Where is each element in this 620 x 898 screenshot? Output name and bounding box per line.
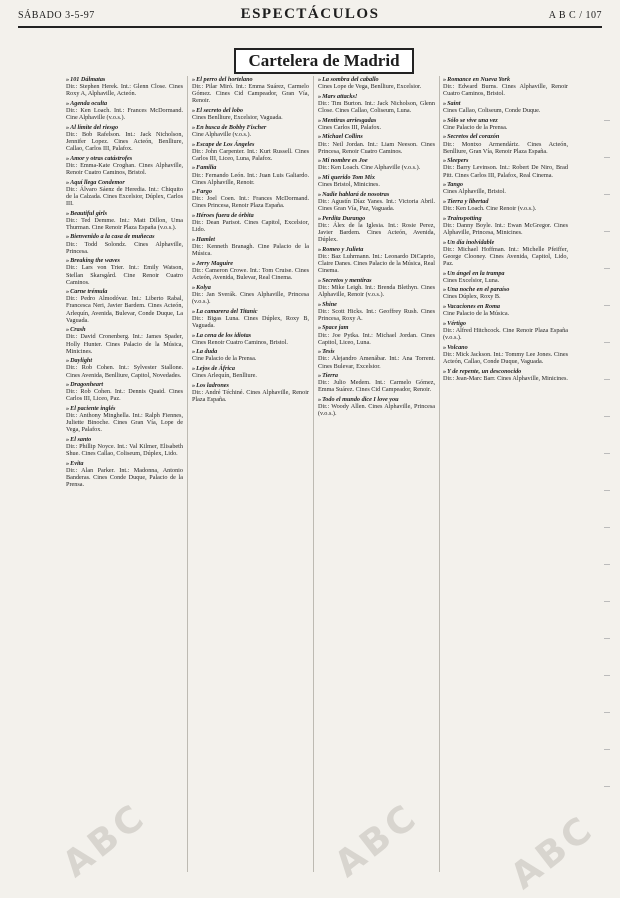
film-details: Dir.: Bob Rafelson. Int.: Jack Nicholson, Jennifer Lopez. Cines Acteón, Benlliure, Callao, Carlos III, Palafox. (66, 130, 183, 153)
film-details: Cines Benlliure, Excelsior, Vaguada. (192, 114, 283, 122)
film-title: » La camarera del Titanic (192, 308, 309, 315)
film-details: Dir.: Jan Sverák. Cines Alphaville, Princesa (v.o.s.). (192, 290, 309, 305)
film-listing (192, 212, 309, 233)
film-listing (318, 117, 435, 131)
listings-banner: Cartelera de Madrid (234, 48, 414, 74)
film-details: Dir.: Agustín Díaz Yanes. Int.: Victoria Abril. Cines Gran Vía, Paz, Vaguada. (318, 197, 435, 213)
film-listing (443, 198, 568, 212)
film-details: Dir.: Barry Levinson. Int.: Robert De Niro, Brad Pitt. Cines Carlos III, Palafox, Real Cinema. (443, 164, 568, 179)
film-details: Cines Excelsior, Luna. (443, 276, 500, 284)
film-title: » El perro del hortelano (192, 76, 309, 83)
film-details: Dir.: Stephen Herek. Int.: Glenn Close. Cines Roxy A, Alphaville, Acteón. (66, 83, 183, 98)
film-details: Cines Arlequín, Benlliure. (192, 372, 257, 380)
film-listing (66, 436, 183, 457)
film-title: » Hamlet (192, 236, 309, 243)
film-listing (443, 320, 568, 341)
film-title: » Los ladrones (192, 382, 309, 389)
film-details: Dir.: David Cronenberg. Int.: James Spader, Holly Hunter. Cines Palacio de la Música, Minicines. (66, 333, 183, 355)
abc-watermark: ABC (55, 795, 155, 886)
film-listing (443, 157, 568, 178)
film-listing (443, 344, 568, 365)
film-details: Cines Callao, Coliseum, Conde Duque. (443, 106, 541, 114)
film-details: Cine Alphaville (v.o.s.). (192, 130, 252, 138)
film-title: » Vacaciones en Roma (443, 303, 568, 310)
film-listing (318, 215, 435, 243)
film-listing (443, 181, 568, 195)
film-details: Dir.: Bigas Luna. Cines Dúplex, Roxy B, Vaguada. (192, 314, 309, 329)
film-listing (192, 382, 309, 403)
film-details: Dir.: John Carpenter. Int.: Kurt Russell. Cines Carlos III, Liceo, Luna, Palafox. (192, 147, 309, 162)
film-details: Dir.: Lars von Trier. Int.: Emily Watson, Stellan Skarsgård. Cine Renoir Cuatro Caminos. (66, 264, 183, 286)
film-title: » Evita (66, 460, 183, 467)
film-listing (192, 365, 309, 379)
film-listing (318, 157, 435, 171)
film-listing (192, 76, 309, 104)
film-details: Dir.: Alan Parker. Int.: Madonna, Antonio Banderas. Cines Conde Duque, Palacio de la Prensa. (66, 467, 183, 489)
film-listing (192, 332, 309, 346)
film-listing (66, 233, 183, 254)
abc-watermark: ABC (327, 795, 427, 886)
film-details: Dir.: Fernando León. Int.: Juan Luis Galiardo. Cines Alphaville, Renoir. (192, 171, 309, 186)
film-title: » Nadie hablará de nosotras (318, 191, 435, 198)
film-details: Dir.: Pilar Miró. Int.: Emma Suárez, Carmelo Gómez. Cines Cid Campeador, Gran Vía, Renoir. (192, 83, 309, 105)
page-number: A B C / 107 (548, 10, 602, 21)
film-listing (66, 124, 183, 152)
film-title: » Shine (318, 301, 435, 308)
film-title: » Daylight (66, 357, 183, 364)
film-title: » Dragonheart (66, 381, 183, 388)
film-listing (66, 179, 183, 207)
film-title: » Romeo y Julieta (318, 246, 435, 253)
film-title: » 101 Dálmatas (66, 76, 183, 83)
film-listing (443, 270, 568, 284)
column-divider (313, 76, 314, 872)
film-listing (318, 348, 435, 369)
film-details: Dir.: Julio Medem. Int.: Carmelo Gómez, Emma Suárez. Cines Cid Campeador, Renoir. (318, 379, 435, 394)
film-details: Cines Alphaville, Bristol. (443, 188, 506, 196)
scan-edge-marks (604, 120, 614, 820)
film-listing (192, 284, 309, 305)
listings-column-1 (66, 76, 183, 876)
film-listing (66, 381, 183, 402)
film-title: » Michael Collins (318, 133, 435, 140)
film-listing (66, 257, 183, 285)
film-details: Dir.: Ken Loach. Cine Renoir (v.o.s.). (443, 205, 537, 213)
film-title: » Un ángel en la trampa (443, 270, 568, 277)
film-listing (66, 460, 183, 488)
film-title: » Amor y otras catástrofes (66, 155, 183, 162)
film-title: » Crash (66, 326, 183, 333)
film-details: Dir.: Rob Cohen. Int.: Sylvester Stallone. Cines Avenida, Benlliure, Capitol, Novedades. (66, 364, 183, 379)
film-details: Dir.: Todd Solondz. Cines Alphaville, Princesa. (66, 240, 183, 255)
column-divider (439, 76, 440, 872)
film-title: » Aquí llega Condemor (66, 179, 183, 186)
film-title: » Secretos del corazón (443, 133, 568, 140)
film-details: Cines Carlos III, Palafox. (318, 123, 382, 131)
film-listing (443, 368, 568, 382)
film-listing (66, 405, 183, 433)
film-details: Cines Bristol, Minicines. (318, 181, 380, 189)
film-title: » Héroes fuera de órbita (192, 212, 309, 219)
film-title: » Carne trémula (66, 288, 183, 295)
film-title: » Familia (192, 164, 309, 171)
film-details: Dir.: Phillip Noyce. Int.: Val Kilmer, Elisabeth Shue. Cines Callao, Coliseum, Dúplex, Lido. (66, 443, 183, 458)
film-listing (318, 191, 435, 212)
film-listing (318, 76, 435, 90)
film-title: » Kolya (192, 284, 309, 291)
film-details: Dir.: Joel Coen. Int.: Frances McDormand. Cines Princesa, Renoir Plaza España. (192, 195, 309, 210)
film-listing (318, 174, 435, 188)
film-title: » Una noche en el paraíso (443, 286, 568, 293)
film-details: Dir.: Neil Jordan. Int.: Liam Neeson. Cines Princesa, Renoir Cuatro Caminos. (318, 140, 435, 155)
film-details: Cines Dúplex, Roxy B. (443, 293, 501, 301)
film-listing (66, 100, 183, 121)
film-details: Dir.: Kenneth Branagh. Cine Palacio de la Música. (192, 243, 309, 258)
film-title: » Vértigo (443, 320, 568, 327)
film-title: » Agenda oculta (66, 100, 183, 107)
film-details: Dir.: Mick Jackson. Int.: Tommy Lee Jones. Cines Acteón, Callao, Conde Duque, Vaguada. (443, 350, 568, 365)
film-details: Dir.: Ken Loach. Cine Alphaville (v.o.s.). (318, 164, 421, 172)
film-details: Dir.: Alfred Hitchcock. Cine Renoir Plaza España (v.o.s.). (443, 327, 568, 342)
film-details: Dir.: Danny Boyle. Int.: Ewan McGregor. Cines Alphaville, Princesa, Minicines. (443, 221, 568, 236)
film-details: Dir.: Dean Parisot. Cines Capitol, Excelsior, Lido. (192, 219, 309, 234)
film-title: » Space jam (318, 324, 435, 331)
film-listing (66, 210, 183, 231)
section-title: ESPECTÁCULOS (240, 6, 380, 22)
film-listing (192, 260, 309, 281)
film-title: » Lejos de África (192, 365, 309, 372)
film-title: » Volcano (443, 344, 568, 351)
film-listing (66, 288, 183, 323)
film-title: » En busca de Bobby Fischer (192, 124, 309, 131)
film-details: Dir.: Pedro Almodóvar. Int.: Liberto Rabal, Francesca Neri, Javier Bardem. Cines Acteón, Arlequín, Avenida, Bulevar, Conde Duque, La Vaguada. (66, 295, 183, 324)
film-listing (192, 348, 309, 362)
film-listing (66, 357, 183, 378)
column-divider (187, 76, 188, 872)
film-title: » Al límite del riesgo (66, 124, 183, 131)
listings-column-3 (318, 76, 435, 876)
listings-column-4 (443, 76, 568, 876)
film-listing (318, 301, 435, 322)
film-listing (192, 308, 309, 329)
film-title: » Un día inolvidable (443, 239, 568, 246)
film-listing (318, 246, 435, 274)
page-header (18, 6, 602, 28)
film-title: » Saint (443, 100, 568, 107)
film-listing (192, 124, 309, 138)
film-title: » Bienvenido a la casa de muñecas (66, 233, 183, 240)
film-listing (443, 303, 568, 317)
film-details: Dir.: Woody Allen. Cines Alphaville, Princesa (v.o.s.). (318, 403, 435, 418)
film-details: Dir.: Álex de la Iglesia. Int.: Rosie Perez, Javier Bardem. Cines Acteón, Avenida, Dúplex. (318, 221, 435, 244)
film-details: Dir.: Edward Burns. Cines Alphaville, Renoir Cuatro Caminos, Bristol. (443, 83, 568, 98)
film-title: » La cena de los idiotas (192, 332, 309, 339)
film-title: » Mi querido Tom Mix (318, 174, 435, 181)
film-listing (66, 326, 183, 354)
film-title: » Breaking the waves (66, 257, 183, 264)
film-details: Cine Palacio de la Prensa. (443, 123, 508, 131)
film-title: » Y de repente, un desconocido (443, 368, 568, 375)
film-listing (443, 286, 568, 300)
film-title: » Sleepers (443, 157, 568, 164)
film-title: » Beautiful girls (66, 210, 183, 217)
film-title: » Tierra y libertad (443, 198, 568, 205)
abc-watermark: ABC (503, 807, 603, 898)
film-title: » Tierra (318, 372, 435, 379)
film-title: » La sombra del caballo (318, 76, 435, 83)
film-listing (443, 117, 568, 131)
film-title: » Sólo se vive una vez (443, 117, 568, 124)
film-listing (443, 215, 568, 236)
film-listing (192, 107, 309, 121)
film-listing (318, 324, 435, 345)
film-details: Dir.: Cameron Crowe. Int.: Tom Cruise. Cines Acteón, Avenida, Bulevar, Real Cinema. (192, 267, 309, 282)
film-details: Dir.: Jean-Marc Barr. Cines Alphaville, Minicines. (443, 374, 568, 382)
film-listing (443, 76, 568, 97)
film-listing (192, 236, 309, 257)
film-details: Dir.: Montxo Armendáriz. Cines Acteón, Benlliure, Gran Vía, Renoir Plaza España. (443, 140, 568, 155)
film-details: Cine Palacio de la Música. (443, 310, 510, 318)
film-title: » Mars attacks! (318, 93, 435, 100)
film-details: Dir.: Tim Burton. Int.: Jack Nicholson, Glenn Close. Cines Callao, Coliseum, Luna. (318, 99, 435, 114)
film-details: Dir.: André Téchiné. Cines Alphaville, Renoir Plaza España. (192, 388, 309, 404)
film-details: Dir.: Rob Cohen. Int.: Dennis Quaid. Cines Carlos III, Liceo, Paz. (66, 388, 183, 403)
listings-column-2 (192, 76, 309, 876)
film-details: Cine Palacio de la Prensa. (192, 355, 257, 363)
film-title: » Fargo (192, 188, 309, 195)
film-details: Dir.: Álvaro Sáenz de Heredia. Int.: Chiquito de la Calzada. Cines Excelsior, Dúplex, Carlos III. (66, 185, 183, 207)
film-title: » Perdita Durango (318, 215, 435, 222)
issue-date: SÁBADO 3-5-97 (18, 10, 95, 21)
film-title: » El paciente inglés (66, 405, 183, 412)
film-listing (318, 93, 435, 114)
film-listing (443, 133, 568, 154)
film-title: » El santo (66, 436, 183, 443)
film-details: Cines Renoir Cuatro Caminos, Bristol. (192, 338, 288, 346)
film-listing (192, 188, 309, 209)
film-title: » Todo el mundo dice I love you (318, 396, 435, 403)
film-title: » Secretos y mentiras (318, 277, 435, 284)
film-title: » La duda (192, 348, 309, 355)
film-listing (318, 133, 435, 154)
film-title: » Tesis (318, 348, 435, 355)
film-listing (318, 372, 435, 393)
film-title: » Mi nombre es Joe (318, 157, 435, 164)
film-title: » Tango (443, 181, 568, 188)
film-details: Dir.: Michael Hoffman. Int.: Michelle Pfeiffer, George Clooney. Cines Avenida, Capitol, Lido, Paz. (443, 245, 568, 267)
film-title: » Jerry Maguire (192, 260, 309, 267)
film-details: Dir.: Joe Pytka. Int.: Michael Jordan. Cines Capitol, Liceo, Luna. (318, 331, 435, 346)
film-listing (192, 141, 309, 162)
film-listing (66, 155, 183, 176)
film-details: Dir.: Alejandro Amenábar. Int.: Ana Torrent. Cines Bulevar, Excelsior. (318, 355, 435, 370)
film-listing (318, 277, 435, 298)
film-details: Dir.: Mike Leigh. Int.: Brenda Blethyn. Cines Alphaville, Renoir (v.o.s.). (318, 283, 435, 298)
film-title: » El secreto del lobo (192, 107, 309, 114)
film-details: Dir.: Ken Loach. Int.: Frances McDormand. Cine Alphaville (v.o.s.). (66, 106, 183, 122)
film-title: » Romance en Nueva York (443, 76, 568, 83)
film-listing (443, 239, 568, 267)
film-details: Dir.: Emma-Kate Croghan. Cines Alphaville, Renoir Cuatro Caminos, Bristol. (66, 161, 183, 176)
film-listing (318, 396, 435, 417)
film-title: » Escape de Los Ángeles (192, 141, 309, 148)
film-title: » Trainspotting (443, 215, 568, 222)
film-details: Dir.: Baz Luhrmann. Int.: Leonardo DiCaprio, Claire Danes. Cines Palacio de la Música, Real Cinema. (318, 252, 435, 274)
film-details: Dir.: Scott Hicks. Int.: Geoffrey Rush. Cines Princesa, Roxy A. (318, 307, 435, 322)
film-details: Cines Lope de Vega, Benlliure, Excelsior. (318, 83, 422, 91)
film-title: » Mentiras arriesgadas (318, 117, 435, 124)
film-details: Dir.: Anthony Minghella. Int.: Ralph Fiennes, Juliette Binoche. Cines Gran Vía, Lope de Vega, Palafox. (66, 412, 183, 434)
film-details: Dir.: Ted Demme. Int.: Matt Dillon, Uma Thurman. Cine Renoir Plaza España (v.o.s.). (66, 216, 183, 231)
film-listing (192, 164, 309, 185)
film-listing (443, 100, 568, 114)
film-listing (66, 76, 183, 97)
